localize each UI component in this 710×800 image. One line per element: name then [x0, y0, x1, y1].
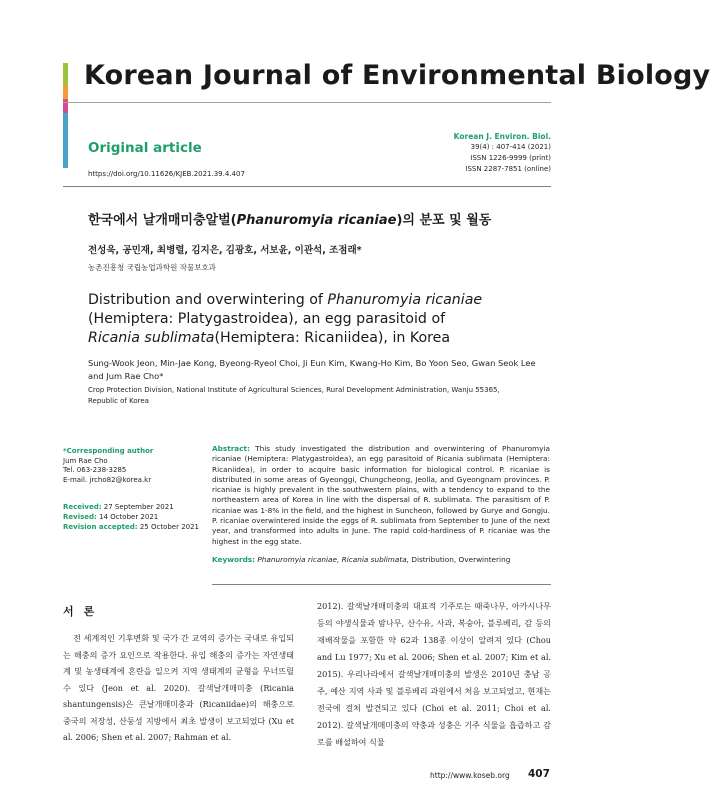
korean-title-post: )의 분포 및 월동 — [396, 213, 492, 228]
journal-abbreviation: Korean J. Environ. Biol. — [453, 132, 551, 141]
english-affiliation: Crop Protection Division, National Institute of Agricultural Sciences, Rural Development Administration, Wanju 55365, Republic of Korea — [88, 386, 500, 405]
journal-color-bar-orange — [63, 85, 68, 99]
article-dates — [63, 503, 203, 532]
english-title-species-1: Phanuromyia ricaniae — [327, 292, 483, 308]
abstract-bottom-rule — [212, 584, 551, 585]
received-value: 27 September 2021 — [103, 503, 174, 512]
abstract-label: Abstract: — [212, 444, 250, 453]
corresponding-author-tel: Tel. 063-238-3285 — [63, 466, 127, 475]
doi-link[interactable]: https://doi.org/10.11626/KJEB.2021.39.4.407 — [88, 170, 245, 178]
body-column-left — [63, 630, 294, 746]
revised-value: 14 October 2021 — [99, 512, 159, 521]
body-paragraph-left: 전 세계적인 기후변화 및 국가 간 교역의 증가는 국내로 유입되는 해충의 증가 요인으로 작용한다. 유입 해충의 증가는 자연생태계 및 농생태계에 혼란을 일으켜 지역 생태계의 균형을 무너뜨릴 수 있다 (Jeon et al. 2020). 갈색날개매미충 (Ricania shantungensis)은 큰날개매미충과 (Ricaniidae)의 해충으로 중국의 저장성, 산둥성 지방에서 최초 발생이 보고되었다 (Xu et al. 2006; Shen et al. 2007; Rahman et al. — [63, 633, 294, 742]
accepted-date — [63, 523, 203, 533]
keywords-terms: Distribution, Overwintering — [409, 554, 511, 564]
page-number: 407 — [528, 768, 550, 780]
keywords — [212, 555, 550, 565]
journal-color-bar-green — [63, 63, 68, 85]
corresponding-author-label: *Corresponding author — [63, 447, 154, 455]
corresponding-author-name: Jum Rae Cho — [63, 456, 108, 465]
revised-date — [63, 513, 203, 523]
received-label: Received: — [63, 503, 102, 512]
header-rule — [63, 102, 551, 103]
received-date — [63, 503, 203, 513]
keywords-species: Phanuromyia ricaniae, Ricania sublimata, — [257, 554, 409, 564]
abstract — [212, 444, 550, 565]
korean-title-pre: 한국에서 날개매미충알벌( — [88, 213, 237, 228]
korean-title — [88, 209, 491, 228]
issn-online: ISSN 2287-7851 (online) — [465, 165, 551, 173]
article-type: Original article — [88, 140, 202, 156]
abstract-text: This study investigated the distribution and overwintering of Phanuromyia ricaniae (Hemiptera: Platygastroidea), an egg parasitoid of Ricania sublimata (Hemiptera: Ricaniidea), in order to acquire basic information for biological control. P. ricaniae is distributed in some areas of Gyeonggi, Chungcheong, Jeolla, and Gyeongnam provinces. P. ricaniae is highly prevalent in the southwestern plains, with a tendency to expand to the northeastern area of Korea in line with the dispersal of R. sublimata. The parasitism of P. ricaniae was 1-8% in the field, and the highest in Suncheon, followed by Gurye and Gongju. P. ricaniae overwintered inside the eggs of R. sublimata from September to June of the next year, and transformed into adults in June. The rapid cold-hardiness of P. ricaniae was the highest in the egg state. — [212, 444, 550, 546]
accepted-label: Revision accepted: — [63, 522, 138, 531]
abstract-paragraph — [212, 444, 550, 547]
title-separator — [63, 186, 551, 187]
citation-block — [454, 131, 551, 175]
volume-pages: 39(4) : 407-414 (2021) — [470, 143, 551, 151]
english-title-part-1: Distribution and overwintering of — [88, 292, 328, 308]
english-title-species-2: Ricania sublimata — [88, 330, 215, 346]
corresponding-author-email[interactable]: E-mail. jrcho82@korea.kr — [63, 475, 152, 484]
body-column-right — [317, 598, 551, 751]
body-paragraph-right: 2012). 갈색날개매미충의 대표적 기주로는 때죽나무, 아카시나무 등의 야생식물과 밤나무, 산수유, 사과, 복숭아, 블루베리, 감 등의 재배작물을 포함한 약 62과 138종 이상이 알려져 있다 (Chou and Lu 1977; Xu et al. 2006; Shen et al. 2007; Kim et al. 2015). 우리나라에서 갈색날개매미충의 발생은 2010년 충남 공주, 예산 지역 사과 및 블루베리 과원에서 처음 보고되었고, 현재는 전국에 걸쳐 발견되고 있다 (Choi et al. 2011; Choi et al. 2012). 갈색날개매미충의 약충과 성충은 기주 식물을 흡즙하고 감로를 배설하여 식물 — [317, 601, 551, 747]
accepted-value: 25 October 2021 — [139, 522, 200, 531]
journal-color-bar-blue — [63, 113, 68, 168]
korean-affiliation: 농촌진흥청 국립농업과학원 작물보호과 — [88, 263, 216, 272]
revised-label: Revised: — [63, 512, 97, 521]
journal-title: Korean Journal of Environmental Biology — [84, 60, 710, 91]
english-title-part-2: (Hemiptera: Platygastroidea), an egg parasitoid of — [88, 311, 446, 327]
english-authors: Sung-Wook Jeon, Min-Jae Kong, Byeong-Ryeol Choi, Ji Eun Kim, Kwang-Ho Kim, Bo Yoon Seo, Gwan Seok Lee and Jum Rae Cho* — [88, 358, 536, 381]
issn-print: ISSN 1226-9999 (print) — [470, 154, 551, 162]
footer-url[interactable]: http://www.koseb.org — [430, 771, 510, 780]
english-title — [88, 291, 528, 348]
korean-title-species: Phanuromyia ricaniae — [236, 213, 397, 228]
korean-authors: 전성욱, 공민재, 최병렬, 김지은, 김광호, 서보윤, 이관석, 조점래* — [88, 245, 362, 256]
english-title-part-3: (Hemiptera: Ricaniidea), in Korea — [214, 330, 451, 346]
sidebar-info — [63, 447, 203, 532]
keywords-label: Keywords: — [212, 554, 256, 564]
section-heading-introduction: 서론 — [63, 605, 105, 618]
